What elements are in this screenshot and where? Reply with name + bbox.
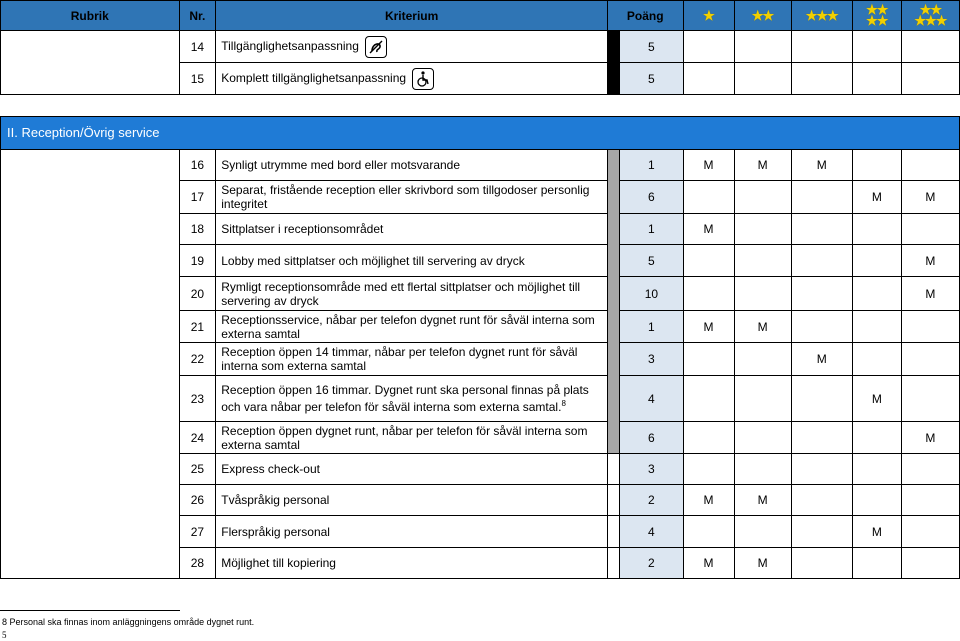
row-mark: [734, 214, 791, 245]
row-kriterium: Synligt utrymme med bord eller motsvarande: [216, 150, 608, 181]
row-mark: [734, 376, 791, 422]
page-number: 5: [2, 630, 7, 640]
section-title: II. Reception/Övrig service: [1, 117, 960, 150]
row-kriterium: Komplett tillgänglighetsanpassning: [216, 63, 608, 95]
row-mark: [734, 277, 791, 311]
row-mark: [734, 454, 791, 485]
row-nr: 25: [179, 454, 216, 485]
star-icon: ★★: [751, 7, 774, 23]
header-poang: Poäng: [608, 1, 684, 31]
row-mark: [683, 376, 734, 422]
row-poang: 10: [620, 277, 683, 311]
row-mark: M: [683, 485, 734, 516]
row-mark: [791, 548, 852, 579]
row-mark: [734, 343, 791, 376]
row-mark: [852, 485, 901, 516]
row-mark: [791, 376, 852, 422]
row-nr: 17: [179, 181, 216, 214]
row-poang: 3: [620, 454, 683, 485]
row-mark: [734, 181, 791, 214]
row-poang: 1: [620, 214, 683, 245]
row-kriterium: Rymligt receptionsområde med ett flertal sittplatser och möjlighet till servering av dryck: [216, 277, 608, 311]
row-poang: 5: [620, 245, 683, 277]
row-kriterium: Sittplatser i receptionsområdet: [216, 214, 608, 245]
row-nr: 16: [179, 150, 216, 181]
row-poang: 3: [620, 343, 683, 376]
hearing-accessibility-icon: [365, 36, 387, 58]
row-mark: [901, 516, 959, 548]
row-mark: M: [901, 277, 959, 311]
header-stars-2: [734, 1, 791, 31]
row-mark: M: [683, 311, 734, 343]
star-icon: ★: [703, 7, 714, 23]
row-mark: M: [791, 343, 852, 376]
row-mark: M: [734, 150, 791, 181]
row-nr: 21: [179, 311, 216, 343]
star-icon: ★★★: [805, 7, 838, 23]
row-mark: M: [791, 150, 852, 181]
row-nr: 18: [179, 214, 216, 245]
table-header: [1, 1, 960, 31]
row-mark: [791, 181, 852, 214]
row-kriterium: Reception öppen 14 timmar, nåbar per telefon dygnet runt för såväl interna som externa samtal: [216, 343, 608, 376]
row-mark: [791, 454, 852, 485]
row-mark: [901, 454, 959, 485]
row-mark: [852, 548, 901, 579]
row-nr: 15: [179, 63, 216, 95]
row-mark: M: [901, 181, 959, 214]
row-mark: [683, 422, 734, 454]
row-mark: [683, 181, 734, 214]
row-mark: [683, 343, 734, 376]
row-mark: [791, 485, 852, 516]
row-nr: 27: [179, 516, 216, 548]
star-icon: ★★ ★★★: [914, 1, 947, 28]
wheelchair-icon: [412, 68, 434, 90]
row-mark: M: [734, 311, 791, 343]
dark-separator: [608, 63, 620, 95]
row-kriterium: Lobby med sittplatser och möjlighet till servering av dryck: [216, 245, 608, 277]
row-poang: 6: [620, 181, 683, 214]
row-kriterium: Möjlighet till kopiering: [216, 548, 608, 579]
row-mark: [852, 454, 901, 485]
row-nr: 23: [179, 376, 216, 422]
row-kriterium: Tillgänglighetsanpassning: [216, 31, 608, 63]
header-nr: Nr.: [179, 1, 216, 31]
row-nr: 19: [179, 245, 216, 277]
row-mark: [791, 277, 852, 311]
row-mark: [683, 277, 734, 311]
table-row: [1, 150, 960, 181]
row-mark: [852, 214, 901, 245]
rubrik-cell: [1, 150, 180, 579]
row-mark: [901, 214, 959, 245]
row-kriterium: Separat, fristående reception eller skrivbord som tillgodoser personlig integritet: [216, 181, 608, 214]
row-poang: 2: [620, 548, 683, 579]
row-nr: 26: [179, 485, 216, 516]
row-mark: [791, 214, 852, 245]
spacer-row: [1, 95, 960, 117]
row-kriterium: Receptionsservice, nåbar per telefon dygnet runt för såväl interna som externa samtal: [216, 311, 608, 343]
row-kriterium: Express check-out: [216, 454, 608, 485]
row-mark: [852, 245, 901, 277]
row-mark: M: [852, 516, 901, 548]
row-mark: [683, 516, 734, 548]
row-nr: 28: [179, 548, 216, 579]
row-mark: [901, 485, 959, 516]
row-mark: [901, 343, 959, 376]
row-mark: [791, 311, 852, 343]
rubrik-cell: [1, 31, 180, 95]
row-mark: M: [734, 485, 791, 516]
row-mark: [734, 516, 791, 548]
section-header: [1, 117, 960, 150]
row-mark: [734, 245, 791, 277]
row-mark: [734, 422, 791, 454]
row-mark: [901, 376, 959, 422]
header-rubrik: Rubrik: [1, 1, 180, 31]
row-mark: M: [734, 548, 791, 579]
row-mark: M: [683, 150, 734, 181]
row-mark: [901, 150, 959, 181]
row-mark: M: [901, 422, 959, 454]
header-stars-5: [901, 1, 959, 31]
row-nr: 22: [179, 343, 216, 376]
row-kriterium: Flerspråkig personal: [216, 516, 608, 548]
row-kriterium: Reception öppen 16 timmar. Dygnet runt ska personal finnas på plats och vara nåbar per telefon för såväl interna som externa samtal.$^8$: [216, 376, 608, 422]
row-poang: 4: [620, 516, 683, 548]
row-mark: M: [901, 245, 959, 277]
table-row: [1, 31, 960, 63]
row-mark: [852, 150, 901, 181]
row-mark: [852, 277, 901, 311]
row-nr: 24: [179, 422, 216, 454]
star-icon: ★★ ★★: [866, 1, 888, 28]
header-stars-1: [683, 1, 734, 31]
row-mark: [683, 454, 734, 485]
footnote-ref: 8: [561, 399, 566, 408]
row-mark: [901, 311, 959, 343]
row-kriterium: Tvåspråkig personal: [216, 485, 608, 516]
row-poang: 6: [620, 422, 683, 454]
row-mark: [852, 422, 901, 454]
header-stars-4: [852, 1, 901, 31]
row-mark: [791, 245, 852, 277]
footnote: 8 Personal ska finnas inom anläggningens område dygnet runt.: [2, 617, 255, 627]
row-mark: M: [683, 548, 734, 579]
row-poang: 4: [620, 376, 683, 422]
row-poang: 1: [620, 311, 683, 343]
row-kriterium: Reception öppen dygnet runt, nåbar per telefon för såväl interna som externa samtal: [216, 422, 608, 454]
row-nr: 14: [179, 31, 216, 63]
row-poang: 2: [620, 485, 683, 516]
row-mark: [901, 548, 959, 579]
row-poang: 1: [620, 150, 683, 181]
row-mark: [852, 343, 901, 376]
dark-separator: [608, 31, 620, 63]
row-mark: M: [852, 181, 901, 214]
row-mark: [791, 422, 852, 454]
row-mark: M: [852, 376, 901, 422]
row-mark: [683, 245, 734, 277]
row-mark: [852, 311, 901, 343]
gray-separator: [608, 150, 620, 454]
row-poang: 5: [620, 31, 683, 63]
header-kriterium: Kriterium: [216, 1, 608, 31]
row-nr: 20: [179, 277, 216, 311]
row-mark: [791, 516, 852, 548]
row-poang: 5: [620, 63, 683, 95]
header-stars-3: [791, 1, 852, 31]
footnote-divider: [0, 610, 180, 611]
row-mark: M: [683, 214, 734, 245]
